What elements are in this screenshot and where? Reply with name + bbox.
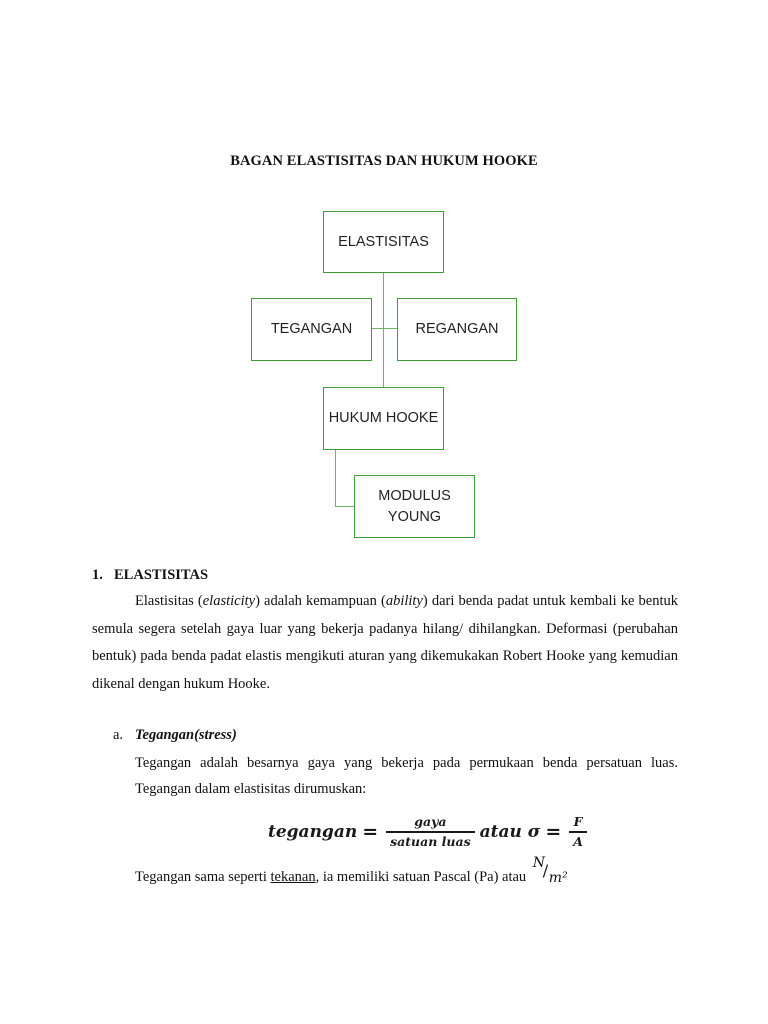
para-italic-2: ability	[385, 593, 423, 609]
section-heading	[92, 567, 208, 584]
section-title: ELASTISITAS	[114, 567, 209, 583]
unit-denominator: m²	[548, 870, 568, 886]
box-elastisitas-label: ELASTISITAS	[338, 233, 429, 250]
subsection-paragraph: Tegangan adalah besarnya gaya yang bekerja pada permukaan benda persatuan luas. Tegangan dalam elastisitas dirumuskan:	[135, 755, 678, 797]
section-paragraph	[92, 588, 678, 698]
para-text-1: Elastisitas (	[135, 593, 203, 609]
stress-formula	[268, 810, 590, 854]
connector-root-to-middle	[383, 272, 384, 388]
formula-equals-2: =	[545, 821, 562, 843]
unit-sentence	[135, 855, 575, 886]
formula-fraction-2	[569, 814, 587, 849]
box-regangan	[397, 298, 517, 361]
unit-numerator: N	[532, 855, 546, 871]
para-text-3: ) dari benda padat untuk kembali ke bentuk semula segera setelah gaya luar yang bekerja padanya hilang/ dihilangkan. Deformasi (perubahan bentuk) pada benda padat elastis mengikuti aturan yang dikemukakan Robert Hooke yang kemudian dikenal dengan hukum Hooke.	[92, 593, 678, 692]
document-title: BAGAN ELASTISITAS DAN HUKUM HOOKE	[230, 153, 538, 169]
formula-denominator-2: A	[573, 833, 583, 849]
box-regangan-label: REGANGAN	[415, 321, 499, 337]
connector-to-child	[335, 506, 355, 507]
formula-mid: atau σ	[479, 822, 541, 842]
para-text-2: ) adalah kemampuan (	[255, 593, 386, 609]
formula-numerator-1: gaya	[414, 814, 447, 830]
subsection-title: Tegangan(stress)	[135, 727, 237, 743]
formula-numerator-2: F	[573, 814, 583, 830]
para-italic-1: elasticity	[202, 593, 256, 609]
formula-denominator-1: satuan luas	[390, 833, 471, 849]
box-modulus-young	[354, 475, 475, 538]
box-hukum-hooke-label: HUKUM HOOKE	[328, 410, 439, 426]
box-elastisitas	[323, 211, 444, 273]
subsection-letter: a.	[113, 727, 124, 743]
box-hukum-hooke	[323, 387, 444, 450]
unit-fraction	[532, 855, 575, 886]
box-modulus-young-line2: YOUNG	[387, 508, 442, 525]
box-tegangan-label: TEGANGAN	[270, 321, 353, 337]
section-number: 1.	[92, 567, 103, 583]
formula-lhs: tegangan	[268, 822, 358, 842]
formula-fraction-1	[386, 814, 475, 849]
unit-underlined-term: tekanan	[270, 869, 316, 885]
subsection-heading	[113, 727, 237, 744]
connector-left-right	[372, 328, 398, 329]
unit-text-1: Tegangan sama seperti	[135, 869, 271, 885]
formula-equals-1: =	[362, 821, 379, 843]
unit-slash: /	[542, 861, 549, 880]
connector-middle-down	[335, 449, 336, 507]
unit-text-2: , ia memiliki satuan Pascal (Pa) atau	[315, 869, 530, 885]
box-modulus-young-line1: MODULUS	[378, 487, 451, 504]
box-tegangan	[251, 298, 372, 361]
